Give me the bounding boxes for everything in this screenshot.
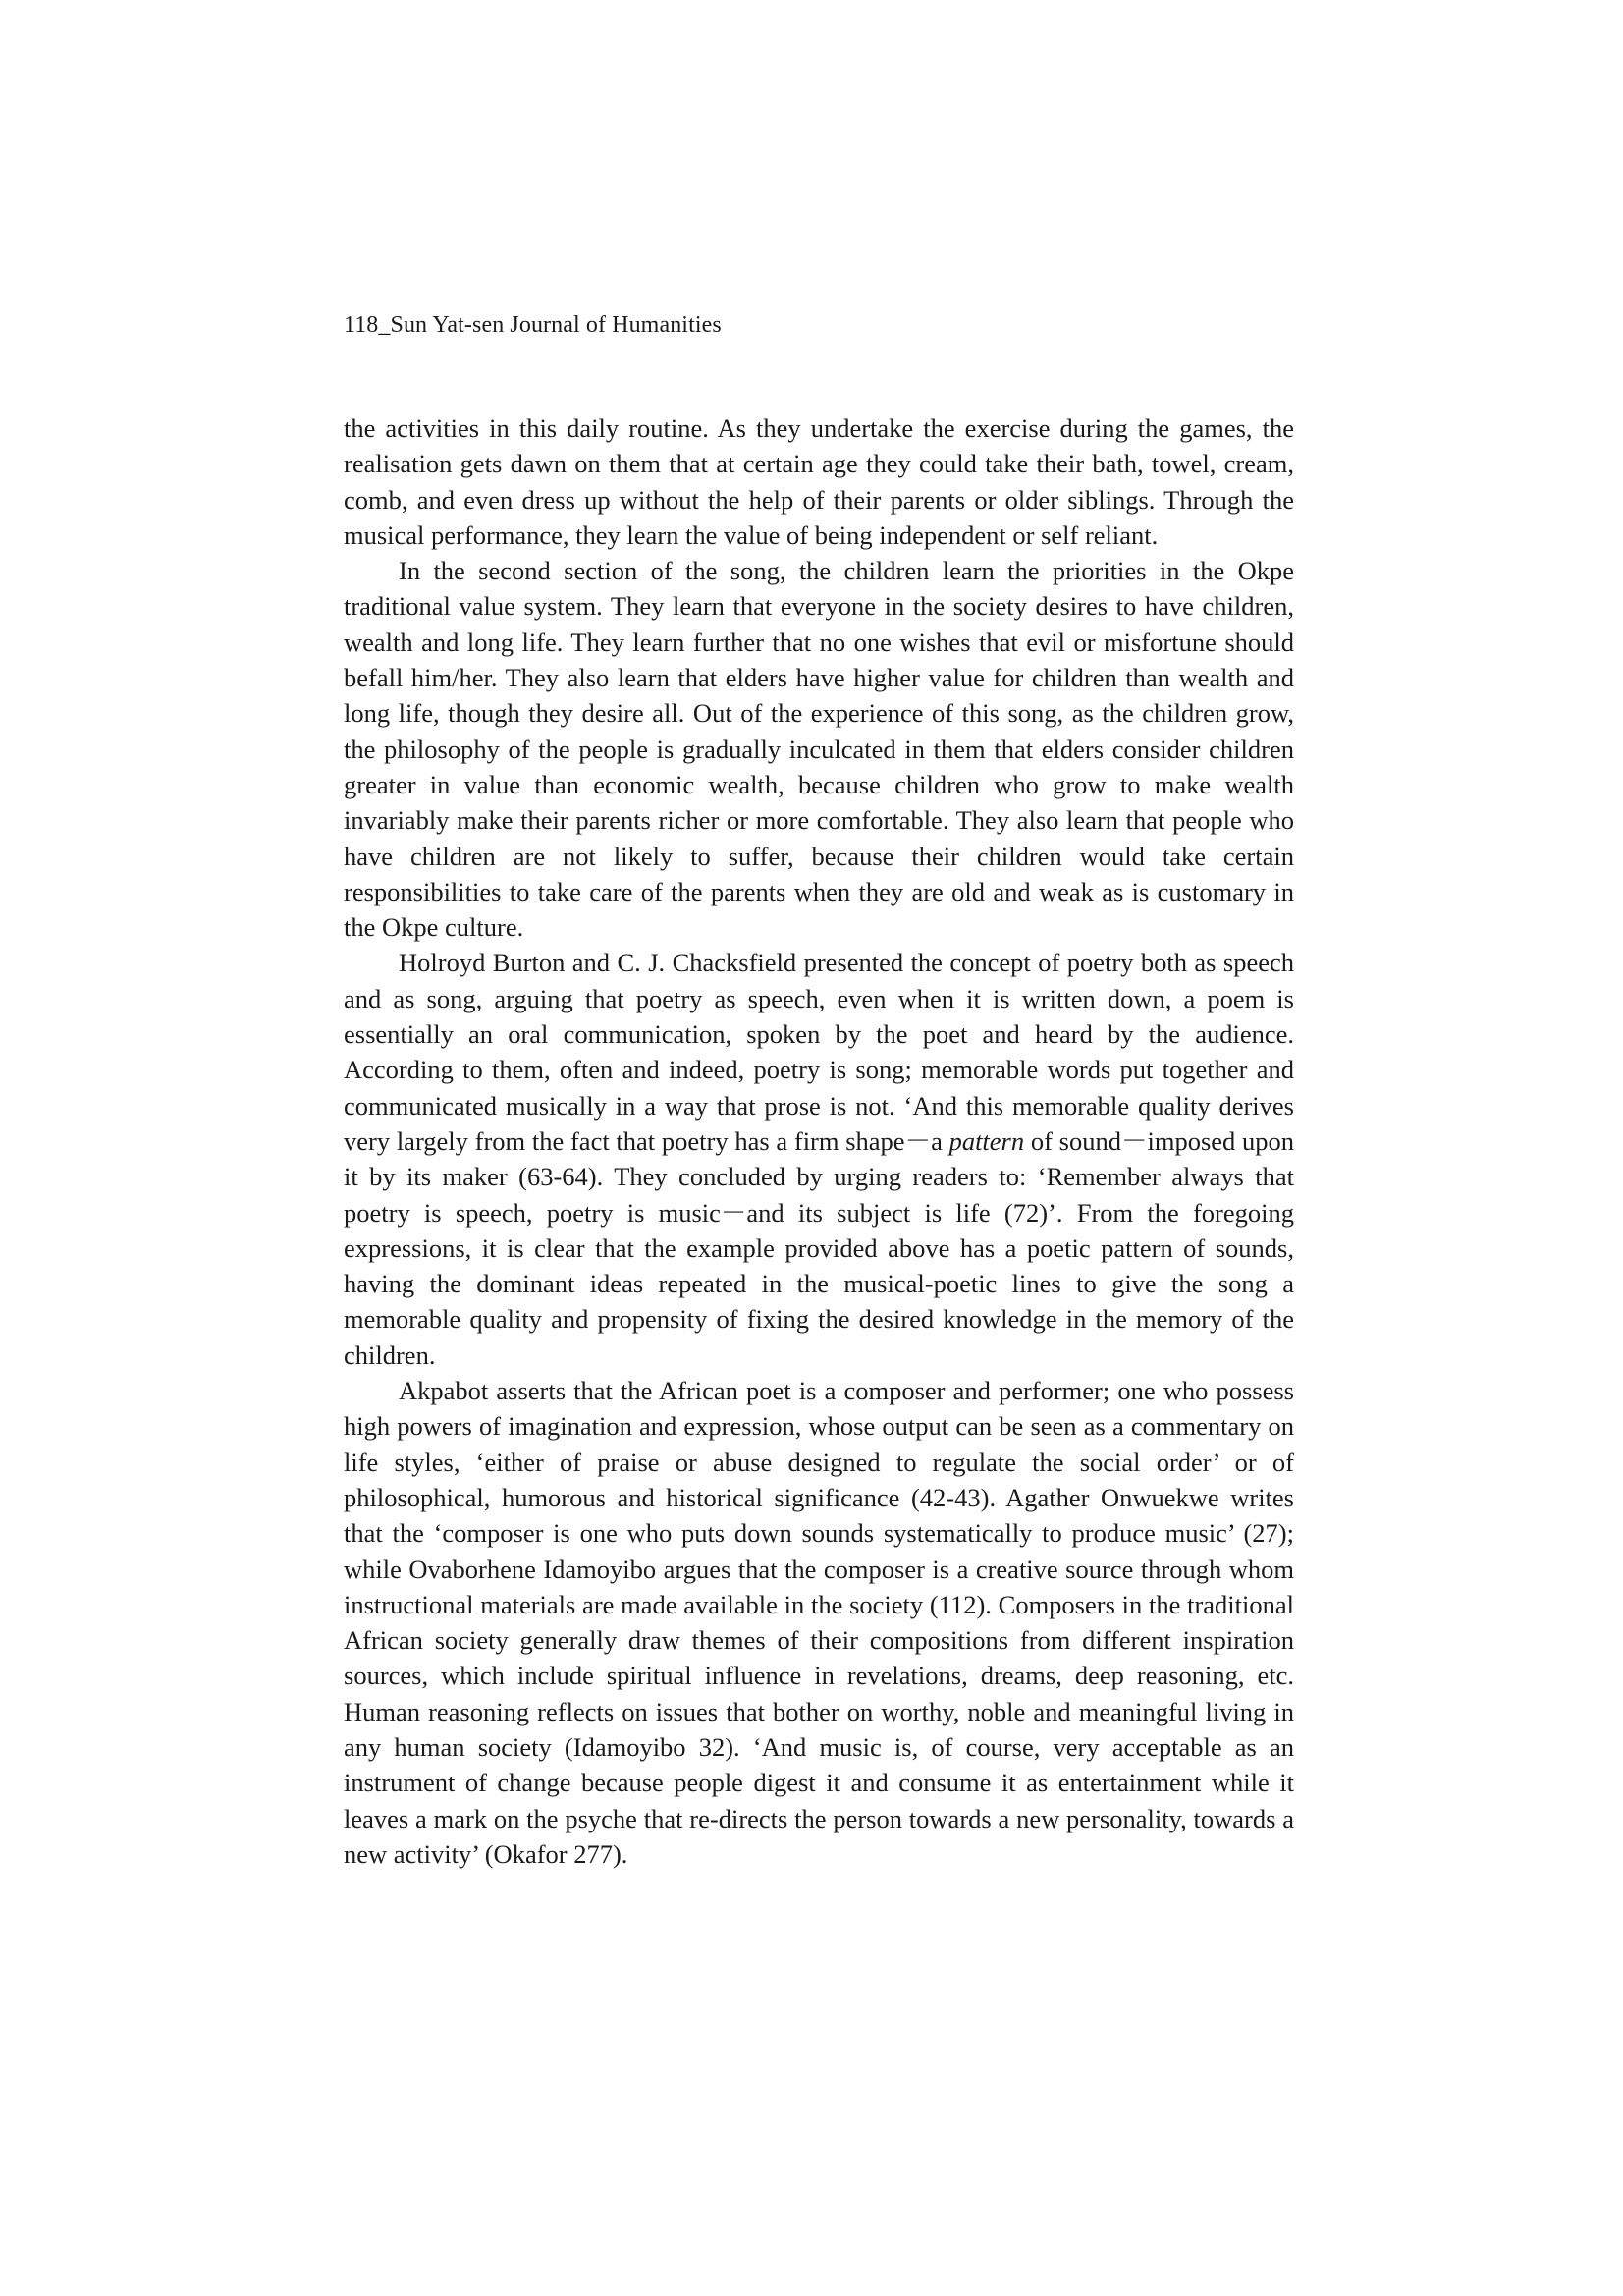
article-body: [344, 410, 1294, 1872]
paragraph-3-part-2: of sound－imposed upon it by its maker (63-64). They concluded by urging readers to: ‘Remember always that poetry is speech, poetry is music－and its subject is life (72)’. From the foregoing expressions, it is clear that the example provided above has a poetic pattern of sounds, having the dominant ideas repeated in the musical-poetic lines to give the song a memorable quality and propensity of fixing the desired knowledge in the memory of the children.: [344, 1125, 1295, 1370]
paragraph-3: [344, 945, 1294, 1373]
paragraph-4: Akpabot asserts that the African poet is a composer and performer; one who possess high powers of imagination and expression, whose output can be seen as a commentary on life styles, ‘either of praise or abuse designed to regulate the social order’ or of philosophical, humorous and historical significance (42-43). Agather Onwuekwe writes that the ‘composer is one who puts down sounds systematically to produce music’ (27); while Ovaborhene Idamoyibo argues that the composer is a creative source through whom instructional materials are made available in the society (112). Composers in the traditional African society generally draw themes of their compositions from different inspiration sources, which include spiritual influence in revelations, dreams, deep reasoning, etc. Human reasoning reflects on issues that bother on worthy, noble and meaningful living in any human society (Idamoyibo 32). ‘And music is, of course, very acceptable as an instrument of change because people digest it and consume it as entertainment while it leaves a mark on the psyche that re-directs the person towards a new personality, towards a new activity’ (Okafor 277).: [344, 1376, 1294, 1869]
paragraph-2: In the second section of the song, the children learn the priorities in the Okpe traditional value system. They learn that everyone in the society desires to have children, wealth and long life. They learn further that no one wishes that evil or misfortune should befall him/her. They also learn that elders have higher value for children than wealth and long life, though they desire all. Out of the experience of this song, as the children grow, the philosophy of the people is gradually inculcated in them that elders consider children greater in value than economic wealth, because children who grow to make wealth invariably make their parents richer or more comfortable. They also learn that people who have children are not likely to suffer, because their children would take certain responsibilities to take care of the parents when they are old and weak as is customary in the Okpe culture.: [344, 556, 1294, 943]
italic-term-pattern: pattern: [948, 1125, 1025, 1156]
paragraph-1: the activities in this daily routine. As they undertake the exercise during the games, the realisation gets dawn on them that at certain age they could take their bath, towel, cream, comb, and even dress up without the help of their parents or older siblings. Through the musical performance, they learn the value of being independent or self reliant.: [344, 413, 1294, 550]
paragraph-3-part-1: Holroyd Burton and C. J. Chacksfield presented the concept of poetry both as speech and as song, arguing that poetry as speech, even when it is written down, a poem is essentially an oral communication, spoken by the poet and heard by the audience. According to them, often and indeed, poetry is song; memorable words put together and communicated musically in a way that prose is not. ‘And this memorable quality derives very largely from the fact that poetry has a firm shape－a: [344, 948, 1294, 1156]
running-head: 118_Sun Yat-sen Journal of Humanities: [344, 312, 722, 338]
